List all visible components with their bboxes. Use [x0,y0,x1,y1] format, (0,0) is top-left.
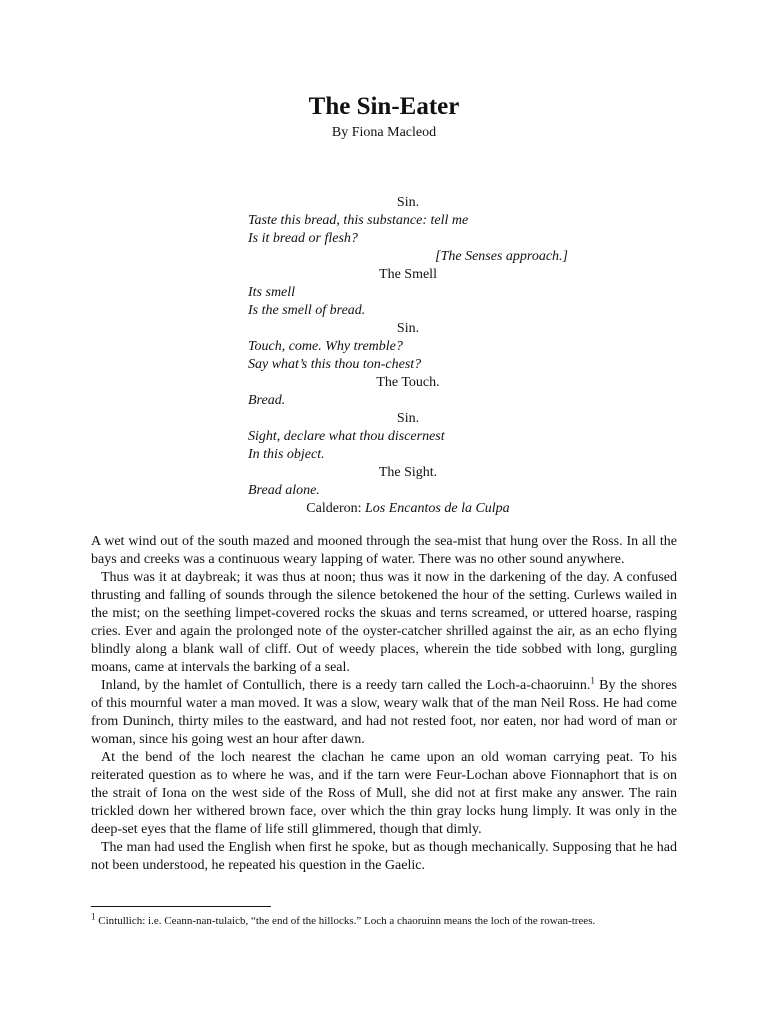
epigraph-line: Sight, declare what thou discernest [248,429,445,444]
epigraph-line: Bread. [248,393,286,408]
body-paragraph [91,677,677,749]
epigraph-speaker: The Smell [379,267,437,282]
footnote-divider [91,906,271,907]
body-paragraph: A wet wind out of the south mazed and mooned through the sea-mist that hung over the Ross. In all the bays and creeks was a continuous weary lapping of water. There was no other sound anywhere. [91,534,677,567]
epigraph-speaker: The Touch. [376,375,440,390]
epigraph-speaker: Sin. [396,195,420,210]
epigraph-speaker: Sin. [396,321,420,336]
author-byline: By Fiona Macleod [331,125,437,140]
epigraph-line: Taste this bread, this substance: tell me [248,213,469,228]
page-title: The Sin-Eater [308,93,460,120]
footnote-mark: 1 [91,911,96,922]
epigraph-speaker: The Sight. [378,465,438,480]
body-paragraph: The man had used the English when first he spoke, but as though mechanically. Supposing that he had not been understood, he repeated his question in the Gaelic. [91,840,677,873]
attribution-work: Los Encantos de la Culpa [365,501,510,516]
epigraph-line: Is it bread or flesh? [248,231,358,246]
epigraph-line: Touch, come. Why tremble? [248,339,403,354]
epigraph-attribution [248,500,568,518]
epigraph-line: Its smell [248,285,296,300]
footnote-text: Cintullich: i.e. Ceann-nan-tulaicb, “the end of the hillocks.” Loch a chaoruinn means the loch of the rowan-trees. [95,915,596,927]
story-body [91,533,677,875]
epigraph [248,194,568,518]
paragraph-text: Inland, by the hamlet of Contullich, there is a reedy tarn called the Loch-a-chaoruinn. [101,678,591,693]
epigraph-line: Is the smell of bread. [248,303,366,318]
epigraph-speaker: Sin. [396,411,420,426]
body-paragraph: Thus was it at daybreak; it was thus at noon; thus was it now in the darkening of the day. A confused thrusting and falling of sounds through the silence betokened the hour of the setting. Curlews wailed in the mist; on the seething limpet-covered rocks the skuas and terns screamed, or uttered hoarse, rasping cries. Ever and again the prolonged note of the oyster-catcher shrilled against the air, as an echo flying blindly along a blank wall of cliff. Out of weedy places, wherein the tide sobbed with long, gurgling moans, came at intervals the barking of a seal. [91,570,677,675]
epigraph-line: Say what’s this thou ton-chest? [248,357,422,372]
footnote-reference: 1 [590,675,595,686]
epigraph-line: In this object. [248,447,325,462]
epigraph-stage-direction: [The Senses approach.] [435,249,568,264]
footnote [91,911,691,928]
epigraph-line: Bread alone. [248,483,320,498]
attribution-author: Calderon: [306,501,366,516]
body-paragraph: At the bend of the loch nearest the clachan he came upon an old woman carrying peat. To his reiterated question as to where he was, and if the tarn were Feur-Lochan above Fionnaphort that is on the strait of Iona on the west side of the Ross of Mull, she did not at first make any answer. The rain trickled down her withered brown face, over which the thin gray locks hung limply. It was only in the deep-set eyes that the flame of life still glimmered, though that dimly. [91,750,677,837]
paragraph-text: By the shores of this mournful water a man moved. It was a slow, weary walk that of the man Neil Ross. He had come from Duninch, thirty miles to the eastward, and had not rested foot, nor eaten, nor had word of man or woman, since his going west an hour after dawn. [91,678,677,747]
